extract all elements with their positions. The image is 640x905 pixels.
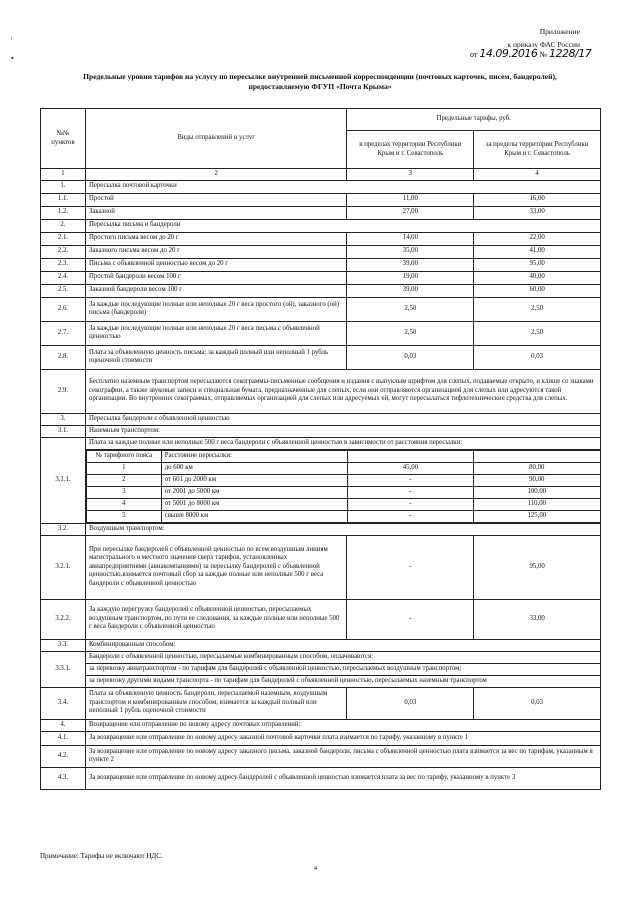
row-text: При пересылке бандеролей с объявленной ценностью по всем воздушным линиям магистрального и местного значения сверх тарифов, установленных авиапредприятиями (авиакомпаниями) за пересылку бандеролей с объявленной ценностью,взимается почтовый сбор за каждые полные или неполные 500 г веса бандероли с объявленной ценностью bbox=[85, 535, 346, 599]
row-number: 2.6. bbox=[41, 297, 86, 321]
row-number: 1.1. bbox=[41, 193, 86, 206]
row-text: Бандероли с объявленной ценностью, пересылаемые комбинированным способом, оплачиваются: bbox=[85, 651, 600, 663]
row-text: Простой бандероли весом 100 г bbox=[85, 271, 346, 284]
table-row bbox=[41, 180, 601, 193]
tariff-out: 95,00 bbox=[474, 258, 601, 271]
row-text: За каждые последующие полные или неполные 20 г веса простого (ой), заказного (ой) письма (бандероли) bbox=[85, 297, 346, 321]
table-row bbox=[41, 232, 601, 245]
table-row bbox=[41, 345, 601, 369]
zone-number: 1 bbox=[86, 462, 161, 474]
header-out-region: за пределы территории Республики Крым и г. Севастополь bbox=[474, 131, 601, 169]
zone-number: 4 bbox=[86, 498, 161, 510]
table-row bbox=[41, 193, 601, 206]
zone-row bbox=[86, 510, 600, 522]
tariff-in: 11,00 bbox=[347, 193, 474, 206]
row-number: 3.2.2. bbox=[41, 599, 86, 639]
row-number: 2. bbox=[41, 219, 86, 232]
row-text: Плата за объявленную ценность письма: за каждый полный или неполный 1 рубль оценочной стоимости bbox=[85, 345, 346, 369]
row-number: 1. bbox=[41, 180, 86, 193]
table-row bbox=[41, 297, 601, 321]
tariff-out: 41,00 bbox=[474, 245, 601, 258]
header-tariffs: Предельные тарифы, руб. bbox=[347, 109, 601, 131]
row-number: 2.3. bbox=[41, 258, 86, 271]
footnote: Примечание: Тарифы не включают НДС. bbox=[40, 852, 163, 860]
row-number: 2.5. bbox=[41, 284, 86, 297]
row-number: 3.3.1. bbox=[41, 651, 86, 687]
tariff-in: 39,00 bbox=[347, 284, 474, 297]
tariff-in: 45,00 bbox=[347, 462, 473, 474]
tariff-in: - bbox=[347, 535, 474, 599]
table-row bbox=[41, 219, 601, 232]
row-text: Простой bbox=[85, 193, 346, 206]
row-text: Письма с объявленной ценностью весом до 20 г bbox=[85, 258, 346, 271]
tariff-in: 14,00 bbox=[347, 232, 474, 245]
tariff-in: 2,50 bbox=[347, 321, 474, 345]
title-line: предоставляемую ФГУП «Почта Крыма» bbox=[248, 82, 392, 91]
row-number: 4.2. bbox=[41, 745, 86, 767]
order-date-line bbox=[470, 47, 591, 60]
tariff-table bbox=[40, 108, 601, 790]
handwritten-number: 1228/17 bbox=[549, 47, 592, 60]
tariff-out: 40,00 bbox=[474, 271, 601, 284]
row-number: 3.2. bbox=[41, 523, 86, 535]
row-text: за перевозку авиатранспортом - по тарифам для бандеролей с объявленной ценностью, пересылаемых воздушным транспортом; bbox=[85, 663, 600, 675]
zone-distance: от 2001 до 5000 км bbox=[161, 486, 347, 498]
row-text: Заказной bbox=[85, 206, 346, 219]
zone-distance: свыше 8000 км bbox=[161, 510, 347, 522]
table-row bbox=[41, 245, 601, 258]
zone-distance: от 5001 до 8000 км bbox=[161, 498, 347, 510]
tariff-out: 33,00 bbox=[474, 206, 601, 219]
row-text: Пересылка бандероли с объявленной ценностью bbox=[85, 413, 600, 425]
col-number: 1 bbox=[41, 169, 86, 181]
col-number: 4 bbox=[474, 169, 601, 181]
row-text: Заказного письма весом до 20 г bbox=[85, 245, 346, 258]
document-title bbox=[40, 72, 600, 92]
header-in-region: в пределах территории Республики Крым и г. Севастополь bbox=[347, 131, 474, 169]
zones-header-zone: № тарифного пояса bbox=[86, 450, 161, 462]
zone-row bbox=[86, 498, 600, 510]
col-number: 2 bbox=[85, 169, 346, 181]
row-text: За каждые последующие полные или неполные 20 г веса письма с объявленной ценностью bbox=[85, 321, 346, 345]
row-text: За возвращение или отправление по новому адресу заказной почтовой карточки плата взимается по тарифу, указанному в пункте 1 bbox=[85, 731, 600, 745]
row-number: 2.1. bbox=[41, 232, 86, 245]
page-number: 4 bbox=[314, 866, 317, 872]
row-text: Заказной бандероли весом 100 г bbox=[85, 284, 346, 297]
tariff-in: 35,00 bbox=[347, 245, 474, 258]
header-kind: Виды отправлений и услуг bbox=[85, 109, 346, 169]
row-text: Плата за каждые полные или неполные 500 г веса бандероли с объявленной ценностью в зависимости от расстояния пересылки: bbox=[85, 437, 600, 449]
row-number: 3.1.1. bbox=[41, 437, 86, 523]
zone-distance: от 601 до 2000 км bbox=[161, 474, 347, 486]
zones-table bbox=[86, 450, 601, 523]
row-number: 3. bbox=[41, 413, 86, 425]
tariff-out: 33,00 bbox=[474, 599, 601, 639]
row-number: 3.4. bbox=[41, 687, 86, 719]
tariff-out: 125,00 bbox=[474, 510, 600, 522]
row-number: 3.3. bbox=[41, 639, 86, 651]
date-prefix: от bbox=[470, 50, 478, 59]
order-label: к приказу ФАС России bbox=[507, 40, 580, 49]
tariff-out: 100,00 bbox=[474, 486, 600, 498]
tariff-out: 22,00 bbox=[474, 232, 601, 245]
row-number: 4. bbox=[41, 719, 86, 731]
tariff-in: - bbox=[347, 486, 473, 498]
table-row bbox=[41, 206, 601, 219]
zone-row bbox=[86, 474, 600, 486]
appendix-label: Приложение bbox=[539, 27, 580, 36]
row-text: Пересылка письма и бандероли bbox=[85, 219, 600, 232]
margin-mark: • bbox=[11, 54, 14, 63]
row-text: Простого письма весом до 20 г bbox=[85, 232, 346, 245]
zone-number: 2 bbox=[86, 474, 161, 486]
tariff-out: 80,00 bbox=[474, 462, 600, 474]
tariff-out: 16,00 bbox=[474, 193, 601, 206]
tariff-in: 27,00 bbox=[347, 206, 474, 219]
tariff-in: 0,03 bbox=[347, 687, 474, 719]
table-row bbox=[41, 258, 601, 271]
tariff-in: - bbox=[347, 599, 474, 639]
tariff-in: - bbox=[347, 474, 473, 486]
row-text: Возвращение или отправление по новому адресу почтовых отправлений: bbox=[85, 719, 600, 731]
row-text: Пересылка почтовой карточки bbox=[85, 180, 600, 193]
tariff-in: - bbox=[347, 510, 473, 522]
row-text: За каждую перегрузку бандеролей с объявленной ценностью, пересылаемых воздушным транспортом, по пути ее следования, за каждые полные или неполные 500 г веса бандероли с объявленной ценностью bbox=[85, 599, 346, 639]
tariff-out: 110,00 bbox=[474, 498, 600, 510]
tariff-out: 2,50 bbox=[474, 297, 601, 321]
tariff-out: 95,00 bbox=[474, 535, 601, 599]
row-number: 4.3. bbox=[41, 767, 86, 789]
tariff-in: 2,50 bbox=[347, 297, 474, 321]
row-number: 4.1. bbox=[41, 731, 86, 745]
tariff-in: 19,00 bbox=[347, 271, 474, 284]
table-row bbox=[41, 271, 601, 284]
tariff-in: - bbox=[347, 498, 473, 510]
row-number: 2.9. bbox=[41, 369, 86, 413]
row-number: 2.2. bbox=[41, 245, 86, 258]
row-text: Плата за объявленную ценность бандероли, пересылаемой наземным, воздушным транспортом и комбинированным способом, взимается за каждый полный или неполный 1 рубль оценочной стоимости bbox=[85, 687, 346, 719]
row-number: 1.2. bbox=[41, 206, 86, 219]
col-number: 3 bbox=[347, 169, 474, 181]
row-text: Комбинированным способом: bbox=[85, 639, 600, 651]
tariff-out: 0,03 bbox=[474, 687, 601, 719]
table-row bbox=[41, 321, 601, 345]
zones-cell bbox=[85, 449, 600, 523]
tariff-in: 0,03 bbox=[347, 345, 474, 369]
tariff-in: 39,00 bbox=[347, 258, 474, 271]
row-text: за перевозку другими видами транспорта - по тарифам для бандеролей с объявленной ценностью, пересылаемых наземным транспортом bbox=[85, 675, 600, 687]
tariff-out: 0,03 bbox=[474, 345, 601, 369]
zone-row bbox=[86, 462, 600, 474]
row-text: Бесплатно наземным транспортом пересылаются секограммы-письменные сообщения и издания с выпуклым шрифтом для слепых, подаваемые открыто, и клише со знаками секографии, а также звуковые записи и специальная бумага, предназначенные для слепых, если они отправляются организацией для слепых или адресуются такой организации. Во внутренних секограммах, отправляемых организацией для слепых или адресуемых ей, могут пересылаться тифлотехнические средства для слепых. bbox=[85, 369, 600, 413]
table-row bbox=[41, 284, 601, 297]
tariff-out: 60,00 bbox=[474, 284, 601, 297]
row-text: За возвращение или отправление по новому адресу бандеролей с объявленной ценностью взимается плата за вес по тарифу, указанному в пункте 3 bbox=[85, 767, 600, 789]
zones-header-distance: Расстояние пересылки: bbox=[161, 450, 347, 462]
row-number: 2.8. bbox=[41, 345, 86, 369]
row-text: Воздушным транспортом: bbox=[85, 523, 600, 535]
handwritten-date: 14.09.2016 bbox=[479, 47, 538, 60]
zone-number: 5 bbox=[86, 510, 161, 522]
row-number: 3.2.1. bbox=[41, 535, 86, 599]
header-num: №№ пунктов bbox=[41, 109, 86, 169]
title-line: Предельные уровни тарифов на услугу по пересылке внутренней письменной корреспонденции (почтовых карточек, писем, бандеролей), bbox=[83, 72, 557, 81]
tariff-out: 2,50 bbox=[474, 321, 601, 345]
zone-distance: до 600 км bbox=[161, 462, 347, 474]
tariff-out: 90,00 bbox=[474, 474, 600, 486]
number-prefix: № bbox=[539, 50, 548, 59]
row-text: Наземным транспортом: bbox=[85, 425, 600, 437]
row-number: 3.1. bbox=[41, 425, 86, 437]
zone-row bbox=[86, 486, 600, 498]
row-number: 2.7. bbox=[41, 321, 86, 345]
row-text: За возвращение или отправление по новому адресу заказного письма, заказной бандероли, письма с объявленной ценностью плата взимается за вес по тарифам, указанным в пункте 2 bbox=[85, 745, 600, 767]
margin-mark: ' bbox=[11, 36, 13, 45]
zone-number: 3 bbox=[86, 486, 161, 498]
row-number: 2.4. bbox=[41, 271, 86, 284]
